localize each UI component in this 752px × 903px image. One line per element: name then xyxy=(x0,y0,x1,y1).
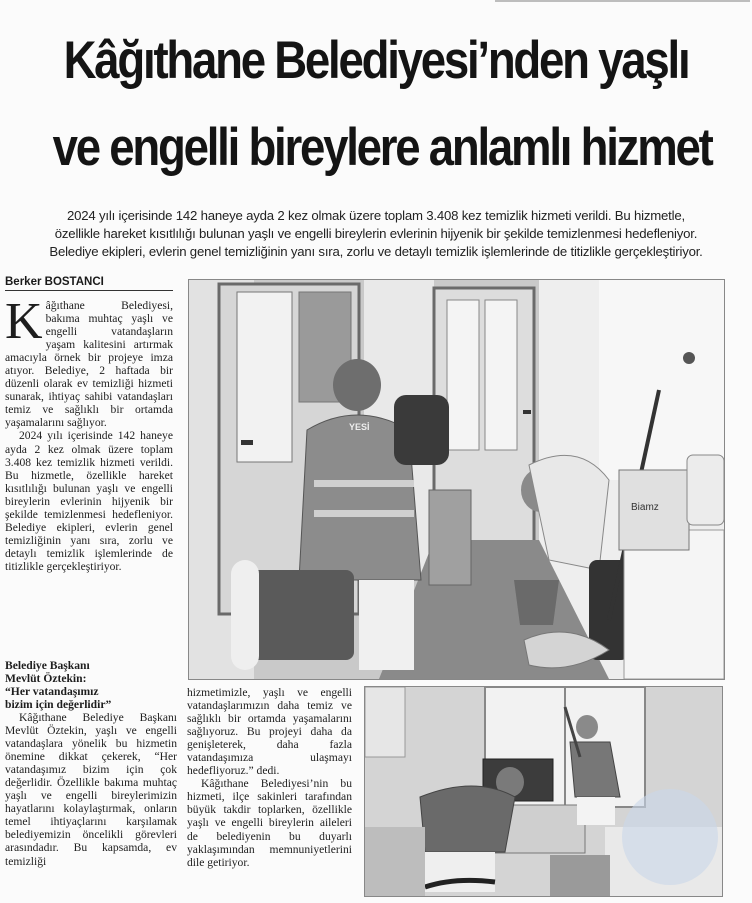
photo-cleaning-hallway xyxy=(188,279,725,680)
subhead-line-4: bizim için değerlidir” xyxy=(5,698,112,711)
top-rule xyxy=(495,0,750,2)
paragraph-3: Kâğıthane Belediye Başkanı Mevlüt Öztekin, yaşlı ve engelli vatandaşlara yönelik bu hizmetin önemine dikkat çekerek, “Her vatandaşımız bizim için çok değerlidir. Özellikle bakıma muhtaç yaşlı ve engelli bireylerimizin hayatlarını kolaylaştırmak, onların temel ihtiyaçlarını karşılamak belediyemizin öncelikli görevleri arasındadır. Bu kapsamda, ev temizliği xyxy=(5,711,177,868)
vest-label: YESİ xyxy=(349,422,370,432)
article-column-2 xyxy=(187,686,352,869)
paragraph-5: Kâğıthane Belediyesi’nin bu hizmeti, ilçe sakinleri tarafından büyük takdir toplarken, özellikle yaşlı ve engelli bireylerin aileleri de belediyenin bu duyarlı yaklaşımından memnuniyetlerini dile getiriyor. xyxy=(187,777,352,869)
lead-paragraph xyxy=(0,207,752,261)
subhead-line-3: “Her vatandaşımız xyxy=(5,685,99,698)
headline-line-1: Kâğıthane Belediyesi’nden yaşlı xyxy=(63,31,689,90)
paragraph-2: 2024 yılı içerisinde 142 haneye ayda 2 kez olmak üzere toplam 3.408 kez temizlik hizmeti verildi. Bu hizmetle, özellikle hareket kısıtlılığı bulunan yaşlı ve engelli bireylerin evlerinin hijyenik bir şekilde temizlenmesi hedefleniyor. Belediye ekipleri, evlerin genel temizliğinin yanı sıra, zorlu ve detaylı temizlik işlemlerinde de titizlikle gerçekleştiriyor. xyxy=(5,429,173,573)
dropcap: K xyxy=(5,293,43,350)
paragraph-4: hizmetimizle, yaşlı ve engelli vatandaşlarımızın daha temiz ve sağlıklı bir ortamda yaşamalarını sağlıyoruz. Bu projeyi daha da genişleterek, daha fazla vatandaşımıza ulaşmayı hedefliyoruz.” dedi. xyxy=(187,686,352,778)
byline: Berker BOSTANCI xyxy=(5,276,173,291)
lead-line-1: 2024 yılı içerisinde 142 haneye ayda 2 kez olmak üzere toplam 3.408 kez temizlik hizmeti verildi. Bu hizmetle, xyxy=(67,208,685,223)
article-column-1-lower xyxy=(5,659,177,868)
photo-cleaning-living-room xyxy=(364,686,723,897)
lead-line-3: Belediye ekipleri, evlerin genel temizliğinin yanı sıra, zorlu ve detaylı temizlik işlemlerinde de titizlikle gerçekleştiriyor. xyxy=(49,244,703,259)
article-column-1 xyxy=(5,293,173,573)
lead-line-2: özellikle hareket kısıtlılığı bulunan yaşlı ve engelli bireylerin evlerinin hijyenik bir şekilde temizlenmesi hedefleniyor. xyxy=(54,226,698,241)
subhead-line-2: Mevlüt Öztekin: xyxy=(5,672,87,685)
paragraph-1: âğıthane Belediyesi, bakıma muhtaç yaşlı ve engelli vatandaşların yaşam kalitesini artırmak amacıyla örnek bir projeye imza atıyor. Belediye, 2 haftada bir düzenli olarak ev temizliği hizmeti sunarak, ihtiyaç sahibi vatandaşları temiz ve sağlıklı bir ortamda yaşamalarını sağlıyor. xyxy=(5,299,173,430)
headline-line-2: ve engelli bireylere anlamlı hizmet xyxy=(52,118,712,177)
bag-label: Biamz xyxy=(631,502,659,513)
subhead-line-1: Belediye Başkanı xyxy=(5,659,90,672)
